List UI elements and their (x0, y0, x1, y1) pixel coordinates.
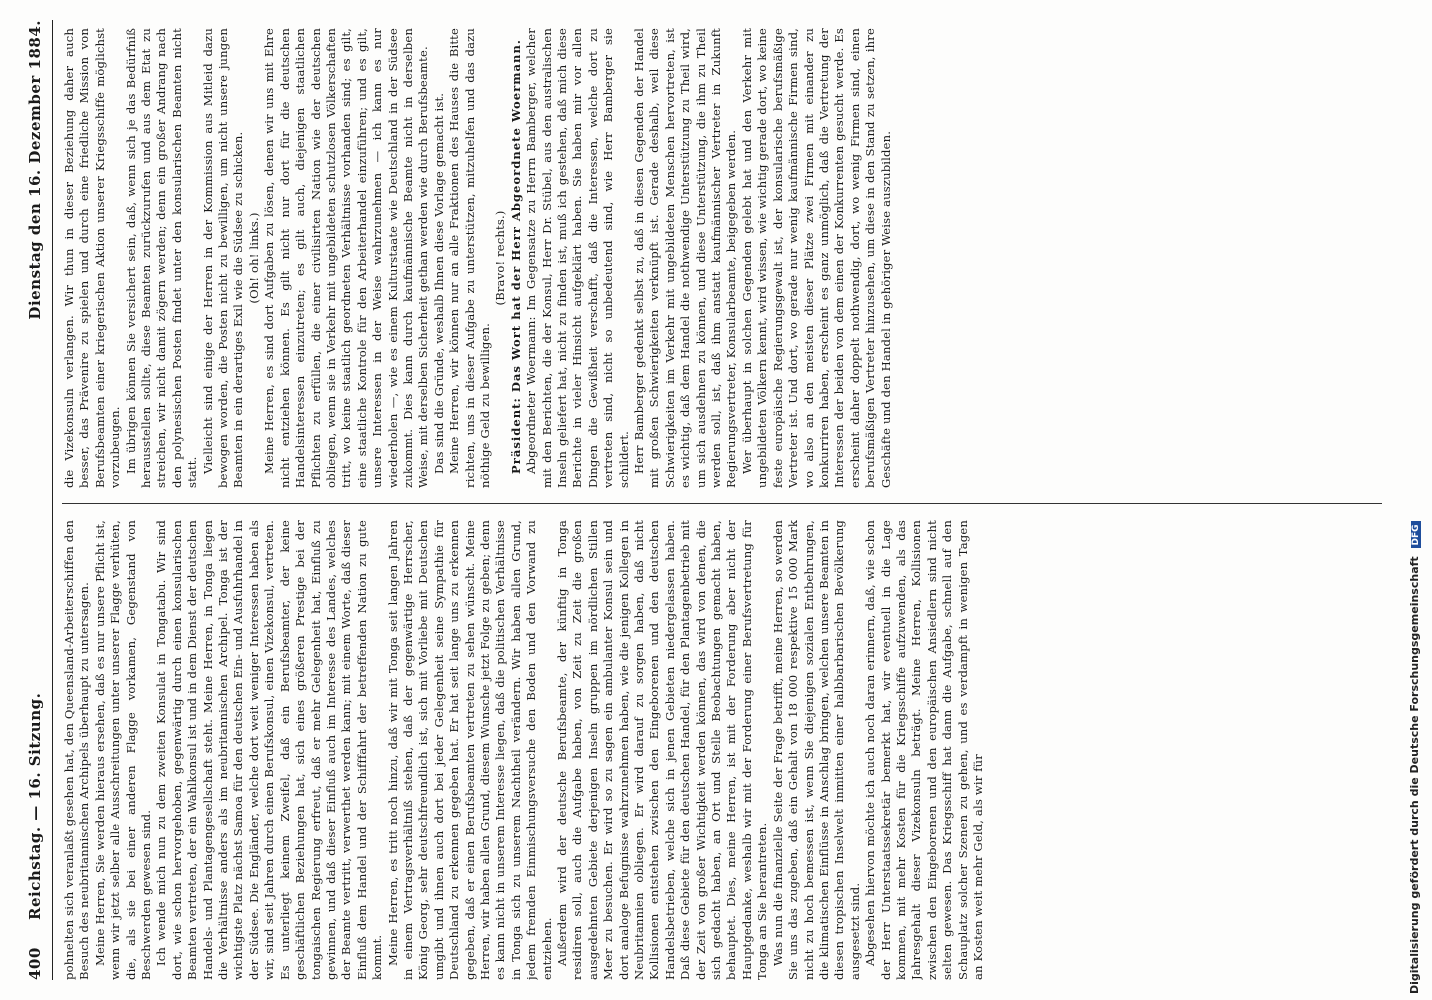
paragraph: Meine Herren, es sind dort Aufgaben zu lösen, denen wir uns mit Ehre nicht entziehen können. Es gilt nicht nur dort für die deutschen Handelsinteressen einzutreten; es gilt auch, diejenigen staatlichen Pflichten zu erfüllen, die einer civilisirten Nation wie der deutschen obliegen, wenn sie in Verkehr mit ungebildeten schutzlosen Völkerschaften tritt, wo keine staatlich geordneten Verhältnisse vorhanden sind; es gilt, eine staatliche Kontrole für den Arbeiterhandel einzuführen; und es gilt, unsere Interessen in der Weise wahrzunehmen — ich kann es nur wiederholen —, wie es einem Kulturstaate wie Deutschland in der Südsee zukommt. Dies kann durch kaufmännische Beamte nicht in derselben Weise, mit derselben Sicherheit gethan werden wie durch Berufsbeamte. (262, 28, 431, 488)
president-announcement: Präsident: Das Wort hat der Herr Abgeordnete Woermann. (508, 39, 523, 474)
paragraph: Wer überhaupt in solchen Gegenden gelebt hat und den Verkehr mit ungebildeten Völkern kennt, wird wissen, wie wichtig gerade dort, wo keine feste europäische Regierungsgewalt ist, der konsularische berufsmäßige Vertreter ist. Und dort, wo gerade nur wenig kaufmännische Firmen sind, wo also an den meisten dieser Plätze zwei Firmen mit einander zu konkurriren haben, erscheint es ganz unmöglich, daß die Vertretung der Interessen der beiden von dem einen der Konkurrenten gesucht werde. Es erscheint daher doppelt nothwendig, dort, wo wenig Firmen sind, einen berufsmäßigen Vertreter hinzusehen, um diese in den Stand zu setzen, ihre Geschäfte und den Handel in gehöriger Weise auszubilden. (739, 28, 893, 488)
page-header (22, 20, 53, 980)
paragraph: pohnelten sich veranlaßt gesehen hat, den Queensland-Arbeiterschiffen den Besuch des neubritannischen Archipels überhaupt zu untersagen. (62, 520, 92, 980)
paragraph: Meine Herren, Sie werden hieraus ersehen, daß es nur unsere Pflicht ist, wenn wir jetzt selber alle Ausschreitungen unter unserer Flagge verhüten, die, als sie bei einer anderen Flagge vorkamen, Gegenstand von Beschwerden gewesen sind. (92, 520, 154, 980)
credit-text: Digitalisierung gefördert durch die Deutsche Forschungsgemeinschaft (1408, 556, 1421, 994)
page-sheet (22, 20, 1402, 980)
paragraph: Meine Herren, es tritt noch hinzu, daß wir mit Tonga seit langen Jahren in einem Vertragsverhältniß stehen, daß der gegenwärtige Herrscher, König Georg, sehr deutschfreundlich ist, sich mit Vorliebe mit Deutschen umgibt und ihnen auch dort bei jeder Gelegenheit seine Sympathie für Deutschland zu erkennen gegeben hat. Er hat seit lange uns zu erkennen gegeben, daß er einen Berufsbeamten vertreten zu sehen wünscht. Meine Herren, wir haben allen Grund, diesem Wunsche jetzt Folge zu geben; denn es kann nicht in unserem Interesse liegen, daß die politischen Verhältnisse in Tonga sich zu unserem Nachtheil verändern. Wir haben allen Grund, jedem fremden Einmischungsversuche den Boden und den Vorwand zu entziehen. (385, 520, 554, 980)
paragraph: Was nun die finanzielle Seite der Frage betrifft, meine Herren, so werden Sie uns das zugeben, daß ein Gehalt von 18 000 respektive 15 000 Mark nicht zu hoch bemessen ist, wenn Sie diejenigen sozialen Entbehrungen, die klimatischen Einflüsse in Anschlag bringen, welchen unsere Beamten in diesen tropischen Inselwelt inmitten einer halbbarbarischen Bevölkerung ausgesetzt sind. (770, 520, 862, 980)
left-column (62, 520, 1392, 980)
page-number: 400 (26, 947, 44, 980)
interjection: (Bravo! rechts.) (493, 210, 508, 306)
dfg-logo: DFG (1411, 521, 1421, 548)
paragraph: Vielleicht sind einige der Herren in der Kommission aus Mitleid dazu bewogen worden, die Posten nicht zu bewilligen, um nicht unsere jungen Beamten in ein derartiges Exil wie die Südsee zu schicken. (200, 28, 246, 488)
paragraph: die Vizekonsuln verlangen. Wir thun in dieser Beziehung daher auch besser, das Prävenire zu spielen und durch eine friedliche Mission von Berufsbeamten einer kriegerischen Aktion unserer Kriegsschiffe möglichst vorzubeugen. (62, 28, 123, 488)
paragraph: Abgeordneter Woermann: Im Gegensatze zu Herrn Bamberger, welcher mit den Berichten, die der Konsul, Herr Dr. Stübel, aus den australischen Inseln geliefert hat, nicht zu finden ist, muß ich gestehen, daß mich diese Berichte in vieler Hinsicht aufgeklärt haben. Sie haben mir vor allen Dingen die Gewißheit verschafft, daß die Interessen, welche dort zu vertreten sind, nicht so unbedeutend sind, wie Herr Bamberger sie schildert. (524, 28, 631, 488)
right-column (62, 28, 1392, 488)
paragraph: Abgesehen hiervon möchte ich auch noch daran erinnern, daß, wie schon der Herr Unterstaatssekretär bemerkt hat, wir eventuell in die Lage kommen, mit mehr Kosten für die Kriegsschiffe aufzuwenden, als das Jahresgehalt dieser Vizekonsuln beträgt. Meine Herren, Kollisionen zwischen den Eingeborenen und den europäischen Ansiedlern sind nicht selten gewesen. Das Kriegsschiff hat dann die Aufgabe, schnell auf den Schauplatz solcher Szenen zu gehen, und es verdampft in wenigen Tagen an Kosten weit mehr Geld, als wir für (863, 520, 985, 980)
paragraph: Herr Bamberger gedenkt selbst zu, daß in diesen Gegenden der Handel mit großen Schwierigkeiten verknüpft ist. Gerade deshalb, weil diese Schwierigkeiten im Verkehr mit ungebildeten Menschen hervortreten, ist es wichtig, daß dem Handel die nothwendige Unterstützung zu Theil wird, um sich ausdehnen zu können, und diese Unterstützung, die ihm zu Theil werden soll, ist, daß ihm anstatt kaufmännischer Vertreter in Zukunft Regierungsvertreter, Konsularbeamte, beigegeben werden. (632, 28, 739, 488)
paragraph: Im übrigen können Sie versichert sein, daß, wenn sich je das Bedürfniß herausstellen sollte, diese Beamten zurückzurufen und aus dem Etat zu streichen, wir nicht damit zögern werden; denn ein großer Andrang nach den polynesischen Posten findet unter den konsularischen Beamten nicht statt. (123, 28, 200, 488)
interjection: (Oh! oh! links.) (246, 212, 261, 304)
paragraph: Meine Herren, wir können nur an alle Fraktionen des Hauses die Bitte richten, uns in dieser Aufgabe zu unterstützen, mitzuhelfen und das dazu nöthige Geld zu bewilligen. (447, 28, 492, 488)
session-title: Reichstag. — 16. Sitzung. (26, 692, 44, 920)
paragraph: Außerdem wird der deutsche Berufsbeamte, der künftig in Tonga residiren soll, auch die Aufgabe haben, von Zeit zu Zeit die großen ausgedehnten Gebiete derjenigen Inseln gruppen im nördlichen Stillen Meer zu besuchen. Er wird so zu sagen ein ambulanter Konsul sein und dort analoge Befugnisse wahrzunehmen haben, wie die jenigen Kollegen in Neubritannien obliegen. Er wird darauf zu sorgen haben, daß nicht Kollisionen entstehen zwischen den Eingeborenen und den deutschen Handelsbetrieben, welche sich in jenen Gebieten niedergelassen haben. Daß diese Gebiete für den deutschen Handel, für den Plantagenbetrieb mit der Zeit von großer Wichtigkeit werden können, das wird von denen, die sich gedacht haben, an Ort und Stelle Beobachtungen gemacht haben, behauptet. Dies, meine Herren, ist mit der Forderung aber nicht der Hauptgedanke, weshalb wir mit der Forderung einer Berufsvertretung für Tonga an Sie herantreten. (555, 520, 770, 980)
date-title: Dienstag den 16. Dezember 1884. (26, 20, 44, 320)
digitization-credit (1400, 0, 1430, 1000)
column-divider (62, 503, 1382, 504)
paragraph: Das sind die Gründe, weshalb Ihnen diese Vorlage gemacht ist. (431, 92, 446, 474)
paragraph: Ich wende mich nun zu dem zweiten Konsulat in Tongatabu. Wir sind dort, wie schon hervorgehoben, gegenwärtig durch einen konsularischen Beamten vertreten, der ein Wahlkonsul ist und in dem Dienst der deutschen Handels- und Plantagengesellschaft steht. Meine Herren, in Tonga liegen die Verhältnisse anders als im neubritannischen Archipel. Tonga ist der wichtigste Platz nächst Samoa für den deutschen Ein- und Ausfuhrhandel in der Südsee. Die Engländer, welche dort weit weniger Interessen haben als wir, sind seit Jahren durch einen Berufskonsul, einen Vizekonsul, vertreten. Es unterliegt keinem Zweifel, daß ein Berufsbeamter, der keine geschäftlichen Beziehungen hat, sich eines größeren Prestige bei der tongaischen Regierung erfreut, daß er mehr Gelegenheit hat, Einfluß zu gewinnen, und daß dieser Einfluß auch im Interesse des Landes, welches der Beamte vertritt, verwerthet werden kann; mit einem Worte, daß dieser Einfluß dem Handel und der Schifffahrt der betreffenden Nation zu gute kommt. (154, 520, 385, 980)
